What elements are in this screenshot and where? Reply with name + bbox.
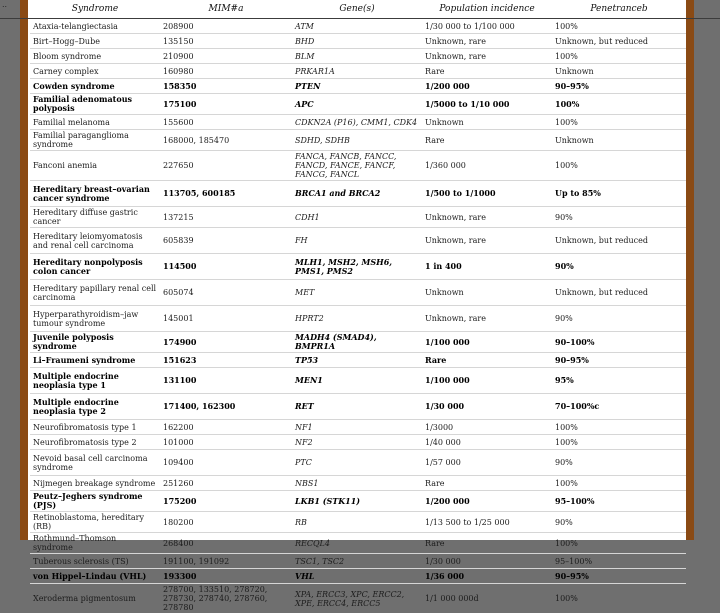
cell-incidence: 1/40 000 [422, 435, 552, 450]
cell-genes: FANCA, FANCB, FANCC, FANCD, FANCE, FANCF, FANCG, FANCL [292, 151, 422, 181]
cell-mim: 162200 [160, 420, 292, 435]
cell-penetrance: 100% [552, 49, 686, 64]
table-row [30, 554, 686, 569]
cell-mim: 168000, 185470 [160, 130, 292, 151]
cell-penetrance: 100% [552, 420, 686, 435]
table-row [30, 115, 686, 130]
cell-mim: 113705, 600185 [160, 181, 292, 207]
table-row [30, 94, 686, 115]
header-syndrome: Syndrome [30, 0, 160, 19]
cell-genes: TP53 [292, 353, 422, 368]
cell-mim: 114500 [160, 254, 292, 280]
cell-incidence: Rare [422, 476, 552, 491]
cell-syndrome: Rothmund–Thomson syndrome [30, 533, 160, 554]
table-row [30, 569, 686, 584]
table-row [30, 254, 686, 280]
cell-genes: HPRT2 [292, 306, 422, 332]
cell-syndrome: Ataxia-telangiectasia [30, 19, 160, 34]
cell-mim: 135150 [160, 34, 292, 49]
cell-genes: VHL [292, 569, 422, 584]
cell-genes: TSC1, TSC2 [292, 554, 422, 569]
cell-incidence: Unknown, rare [422, 207, 552, 228]
cell-mim: 131100 [160, 368, 292, 394]
cell-mim: 174900 [160, 332, 292, 353]
cell-genes: RECQL4 [292, 533, 422, 554]
cell-mim: 193300 [160, 569, 292, 584]
cell-penetrance: 100% [552, 115, 686, 130]
syndrome-table [30, 0, 686, 613]
cell-syndrome: Birt–Hogg–Dube [30, 34, 160, 49]
cell-syndrome: Neurofibromatosis type 1 [30, 420, 160, 435]
cell-mim: 251260 [160, 476, 292, 491]
cell-penetrance: 90% [552, 207, 686, 228]
cell-penetrance: 100% [552, 435, 686, 450]
table-row [30, 280, 686, 306]
cell-genes: PTC [292, 450, 422, 476]
cell-syndrome: Retinoblastoma, hereditary (RB) [30, 512, 160, 533]
table-row [30, 368, 686, 394]
cell-mim: 101000 [160, 435, 292, 450]
table-row [30, 435, 686, 450]
cell-penetrance: 90% [552, 512, 686, 533]
cell-genes: NF2 [292, 435, 422, 450]
cell-incidence: Rare [422, 533, 552, 554]
corner-mark: .. [2, 0, 7, 9]
cell-incidence: 1/200 000 [422, 491, 552, 512]
table-row [30, 533, 686, 554]
cell-syndrome: Nijmegen breakage syndrome [30, 476, 160, 491]
cell-syndrome: Hereditary nonpolyposis colon cancer [30, 254, 160, 280]
cell-incidence: Rare [422, 64, 552, 79]
cell-syndrome: Juvenile polyposis syndrome [30, 332, 160, 353]
cell-syndrome: Multiple endocrine neoplasia type 2 [30, 394, 160, 420]
table-row [30, 130, 686, 151]
cell-incidence: 1/30 000 to 1/100 000 [422, 19, 552, 34]
cell-penetrance: 90–95% [552, 569, 686, 584]
table-row [30, 420, 686, 435]
cell-incidence: 1/200 000 [422, 79, 552, 94]
table-row [30, 207, 686, 228]
table-row [30, 394, 686, 420]
cell-penetrance: 95% [552, 368, 686, 394]
cell-incidence: Unknown, rare [422, 34, 552, 49]
cell-incidence: Unknown, rare [422, 306, 552, 332]
header-genes: Gene(s) [292, 0, 422, 19]
cell-mim: 605074 [160, 280, 292, 306]
cell-syndrome: Hyperparathyroidism–jaw tumour syndrome [30, 306, 160, 332]
cell-incidence: 1/30 000 [422, 394, 552, 420]
table-row [30, 584, 686, 613]
cell-penetrance: 70–100%c [552, 394, 686, 420]
cell-genes: PTEN [292, 79, 422, 94]
cell-penetrance: 90% [552, 306, 686, 332]
cell-genes: FH [292, 228, 422, 254]
table-row [30, 19, 686, 34]
cell-incidence: Rare [422, 353, 552, 368]
cell-syndrome: Tuberous sclerosis (TS) [30, 554, 160, 569]
header-penetrance: Penetranceb [552, 0, 686, 19]
cell-penetrance: Unknown, but reduced [552, 34, 686, 49]
cell-syndrome: Multiple endocrine neoplasia type 1 [30, 368, 160, 394]
cell-incidence: 1/100 000 [422, 368, 552, 394]
table-row [30, 79, 686, 94]
cell-incidence: 1/100 000 [422, 332, 552, 353]
cell-genes: MLH1, MSH2, MSH6, PMS1, PMS2 [292, 254, 422, 280]
cell-genes: XPA, ERCC3, XPC, ERCC2, XPE, ERCC4, ERCC5 [292, 584, 422, 613]
table-row [30, 512, 686, 533]
cell-genes: NF1 [292, 420, 422, 435]
cell-syndrome: von Hippel–Lindau (VHL) [30, 569, 160, 584]
cell-syndrome: Familial paraganglioma syndrome [30, 130, 160, 151]
cell-syndrome: Cowden syndrome [30, 79, 160, 94]
cell-genes: CDKN2A (P16), CMM1, CDK4 [292, 115, 422, 130]
cell-syndrome: Hereditary diffuse gastric cancer [30, 207, 160, 228]
cell-genes: MADH4 (SMAD4), BMPR1A [292, 332, 422, 353]
table-row [30, 49, 686, 64]
table-row [30, 64, 686, 79]
cell-genes: BRCA1 and BRCA2 [292, 181, 422, 207]
cell-syndrome: Nevoid basal cell carcinoma syndrome [30, 450, 160, 476]
cell-penetrance: 90–100% [552, 332, 686, 353]
left-accent-bar [20, 0, 28, 540]
table-row [30, 353, 686, 368]
cell-mim: 210900 [160, 49, 292, 64]
cell-incidence: Unknown [422, 115, 552, 130]
cell-incidence: Rare [422, 130, 552, 151]
cell-mim: 208900 [160, 19, 292, 34]
cell-genes: APC [292, 94, 422, 115]
cell-mim: 155600 [160, 115, 292, 130]
cell-mim: 158350 [160, 79, 292, 94]
cell-incidence: 1/5000 to 1/10 000 [422, 94, 552, 115]
cell-penetrance: Unknown [552, 64, 686, 79]
cell-mim: 191100, 191092 [160, 554, 292, 569]
cell-incidence: 1/30 000 [422, 554, 552, 569]
cell-genes: LKB1 (STK11) [292, 491, 422, 512]
cell-penetrance: 90–95% [552, 79, 686, 94]
cell-incidence: 1/13 500 to 1/25 000 [422, 512, 552, 533]
cell-penetrance: Up to 85% [552, 181, 686, 207]
cell-penetrance: 95–100% [552, 554, 686, 569]
cell-syndrome: Hereditary leiomyomatosis and renal cell carcinoma [30, 228, 160, 254]
cell-incidence: 1/1 000 000d [422, 584, 552, 613]
cell-penetrance: Unknown, but reduced [552, 280, 686, 306]
cell-incidence: 1/360 000 [422, 151, 552, 181]
cell-incidence: Unknown [422, 280, 552, 306]
cell-genes: BLM [292, 49, 422, 64]
cell-penetrance: 100% [552, 533, 686, 554]
cell-penetrance: 100% [552, 476, 686, 491]
cell-mim: 605839 [160, 228, 292, 254]
table-row [30, 476, 686, 491]
table-row [30, 228, 686, 254]
table-header [30, 0, 686, 19]
cell-syndrome: Li–Fraumeni syndrome [30, 353, 160, 368]
cell-mim: 268400 [160, 533, 292, 554]
cell-syndrome: Familial melanoma [30, 115, 160, 130]
cell-incidence: 1/36 000 [422, 569, 552, 584]
cell-syndrome: Neurofibromatosis type 2 [30, 435, 160, 450]
cell-genes: BHD [292, 34, 422, 49]
cell-penetrance: 100% [552, 19, 686, 34]
cell-penetrance: 100% [552, 94, 686, 115]
cell-penetrance: 90–95% [552, 353, 686, 368]
cell-mim: 278700, 133510, 278720, 278730, 278740, 278760, 278780 [160, 584, 292, 613]
cell-syndrome: Hereditary papillary renal cell carcinoma [30, 280, 160, 306]
cell-incidence: 1/500 to 1/1000 [422, 181, 552, 207]
cell-syndrome: Bloom syndrome [30, 49, 160, 64]
cell-penetrance: 90% [552, 450, 686, 476]
cell-incidence: 1/3000 [422, 420, 552, 435]
cell-incidence: Unknown, rare [422, 49, 552, 64]
cell-incidence: 1 in 400 [422, 254, 552, 280]
cell-mim: 137215 [160, 207, 292, 228]
cell-syndrome: Familial adenomatous polyposis [30, 94, 160, 115]
table-row [30, 332, 686, 353]
cell-mim: 160980 [160, 64, 292, 79]
table-row [30, 181, 686, 207]
header-mim: MIM#a [160, 0, 292, 19]
cell-incidence: Unknown, rare [422, 228, 552, 254]
cell-penetrance: 95–100% [552, 491, 686, 512]
cell-genes: RB [292, 512, 422, 533]
cell-genes: NBS1 [292, 476, 422, 491]
right-accent-bar [686, 0, 694, 540]
cell-mim: 175200 [160, 491, 292, 512]
cell-syndrome: Peutz–Jeghers syndrome (PJS) [30, 491, 160, 512]
table-row [30, 450, 686, 476]
cell-genes: PRKAR1A [292, 64, 422, 79]
cell-penetrance: Unknown, but reduced [552, 228, 686, 254]
cell-syndrome: Carney complex [30, 64, 160, 79]
cell-mim: 227650 [160, 151, 292, 181]
header-rule [0, 18, 720, 19]
cell-incidence: 1/57 000 [422, 450, 552, 476]
cell-genes: CDH1 [292, 207, 422, 228]
cell-penetrance: Unknown [552, 130, 686, 151]
cell-mim: 180200 [160, 512, 292, 533]
cell-syndrome: Xeroderma pigmentosum [30, 584, 160, 613]
header-incidence: Population incidence [422, 0, 552, 19]
cell-genes: SDHD, SDHB [292, 130, 422, 151]
cell-genes: RET [292, 394, 422, 420]
cell-penetrance: 100% [552, 584, 686, 613]
cell-penetrance: 90% [552, 254, 686, 280]
table-row [30, 491, 686, 512]
table-row [30, 306, 686, 332]
cell-mim: 171400, 162300 [160, 394, 292, 420]
cell-genes: ATM [292, 19, 422, 34]
cell-syndrome: Hereditary breast–ovarian cancer syndrome [30, 181, 160, 207]
cell-penetrance: 100% [552, 151, 686, 181]
cell-mim: 109400 [160, 450, 292, 476]
cell-mim: 145001 [160, 306, 292, 332]
table-row [30, 151, 686, 181]
cell-genes: MEN1 [292, 368, 422, 394]
table-row [30, 34, 686, 49]
cell-syndrome: Fanconi anemia [30, 151, 160, 181]
cell-genes: MET [292, 280, 422, 306]
cell-mim: 151623 [160, 353, 292, 368]
cell-mim: 175100 [160, 94, 292, 115]
